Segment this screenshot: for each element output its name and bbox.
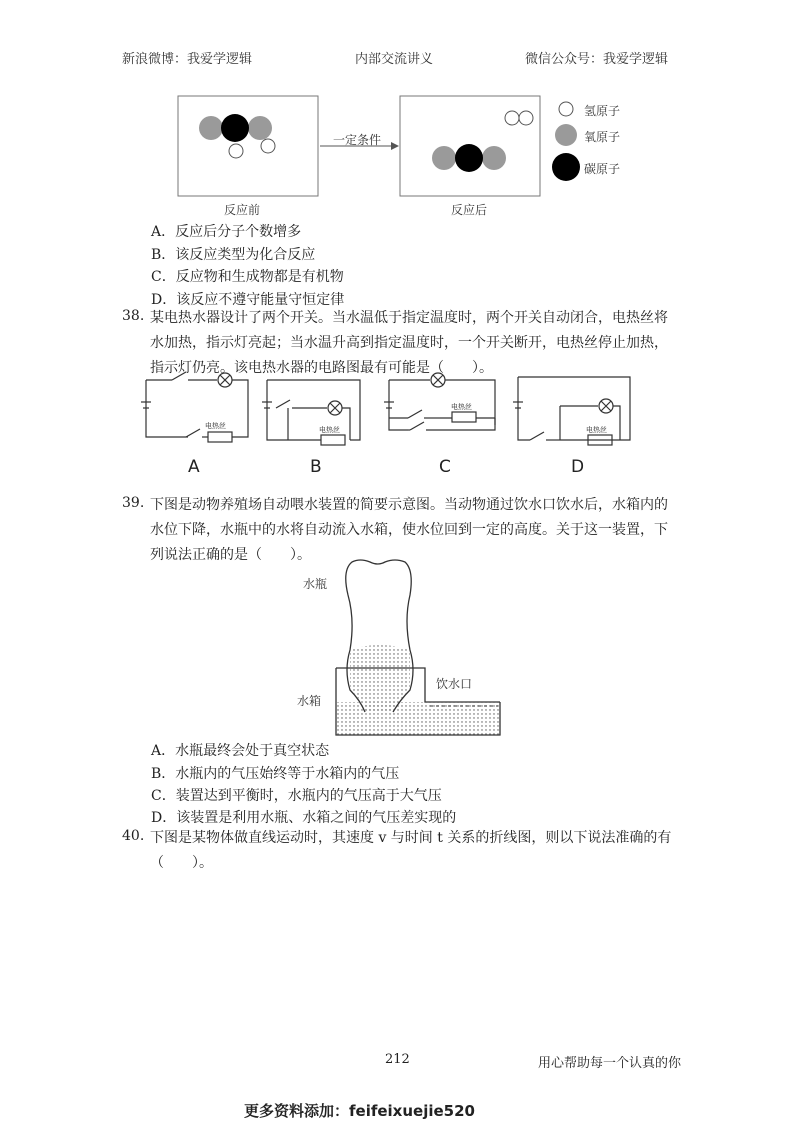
q39-line: 下图是动物养殖场自动喂水装置的简要示意图。当动物通过饮水口饮水后，水箱内的 bbox=[150, 497, 668, 513]
q38-line: 指示灯仍亮。该电热水器的电路图最有可能是（ ）。 bbox=[150, 360, 493, 376]
q38-line: 某电热水器设计了两个开关。当水温低于指定温度时，两个开关自动闭合，电热丝将 bbox=[150, 310, 668, 326]
q39-line: 水位下降，水瓶中的水将自动流入水箱，使水位回到一定的高度。关于这一装置，下 bbox=[150, 522, 668, 538]
q38-line: 水加热，指示灯亮起；当水温升高到指定温度时，一个开关断开，电热丝停止加热， bbox=[150, 335, 668, 351]
q39-line: 列说法正确的是（ ）。 bbox=[150, 547, 311, 563]
legend-hydrogen-label: 氢原子 bbox=[584, 104, 621, 118]
q39-number: 39. bbox=[122, 495, 145, 511]
q40-line: （ ）。 bbox=[150, 855, 213, 871]
legend-carbon-label: 碳原子 bbox=[584, 162, 621, 176]
q39-option-d: D．该装置是利用水瓶、水箱之间的气压差实现的 bbox=[151, 810, 457, 826]
circuit-caption-c: C bbox=[439, 457, 451, 477]
resistor-label-a: 电热丝 bbox=[205, 422, 226, 430]
bottle-label: 水瓶 bbox=[303, 577, 328, 591]
q40-number: 40. bbox=[122, 828, 145, 844]
q38-number: 38. bbox=[122, 308, 145, 324]
resistor-label-d: 电热丝 bbox=[586, 426, 607, 434]
after-label: 反应后 bbox=[451, 203, 488, 217]
header-right: 微信公众号：我爱学逻辑 bbox=[525, 52, 669, 67]
before-label: 反应前 bbox=[224, 203, 261, 217]
q39-option-a: A．水瓶最终会处于真空状态 bbox=[151, 743, 330, 759]
header-left: 新浪微博：我爱学逻辑 bbox=[122, 52, 253, 67]
q39-option-b: B．水瓶内的气压始终等于水箱内的气压 bbox=[151, 766, 400, 782]
footer-slogan: 用心帮助每一个认真的你 bbox=[538, 1056, 682, 1071]
outlet-label: 饮水口 bbox=[436, 677, 473, 691]
q37-option-a: A．反应后分子个数增多 bbox=[151, 224, 302, 240]
q40-line: 下图是某物体做直线运动时，其速度 v 与时间 t 关系的折线图，则以下说法准确的有 bbox=[150, 830, 672, 846]
circuit-caption-a: A bbox=[188, 457, 200, 477]
circuit-caption-d: D bbox=[571, 457, 585, 477]
circuit-caption-b: B bbox=[310, 457, 322, 477]
q40-stem bbox=[150, 826, 671, 876]
header-center: 内部交流讲义 bbox=[355, 52, 434, 67]
resistor-label-c: 电热丝 bbox=[451, 403, 472, 411]
tank-label: 水箱 bbox=[297, 694, 322, 708]
arrow-label: 一定条件 bbox=[333, 133, 382, 147]
q37-option-d: D．该反应不遵守能量守恒定律 bbox=[151, 292, 345, 308]
page-number: 212 bbox=[385, 1052, 410, 1067]
footer-promo: 更多资料添加：feifeixuejie520 bbox=[244, 1102, 475, 1120]
resistor-label-b: 电热丝 bbox=[319, 426, 340, 434]
q39-option-c: C．装置达到平衡时，水瓶内的气压高于大气压 bbox=[151, 788, 442, 804]
q37-option-c: C．反应物和生成物都是有机物 bbox=[151, 269, 344, 285]
legend-oxygen-label: 氧原子 bbox=[584, 130, 621, 144]
q37-option-b: B．该反应类型为化合反应 bbox=[151, 247, 316, 263]
